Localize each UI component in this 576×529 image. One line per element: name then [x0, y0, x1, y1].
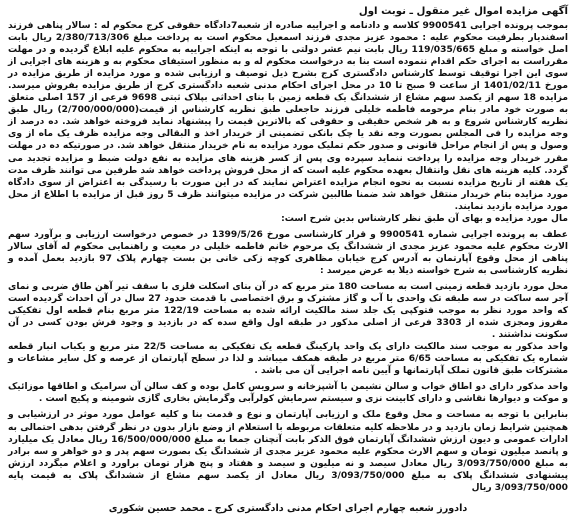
notice-paragraph-case: بموجب پرونده اجرایی 9900541 کلاسه و دادنامه و اجراییه صادره از شعبه7دادگاه حقوقی کرج محکوم له : سالار پناهی فرزند اسفندیار بطرفیت محکوم علیه : محمود عزیز مجدی فرزند اسمعیل محکوم است به پرداخت مبلغ 2/380/713/306 ریال بابت اصل خواسته و مبلغ 119/035/665 ریال بابت نیم عشر دولتی با توجه به اینکه اجراییه به محکوم علیه ابلاغ گردیده و در مهلت مقرراست به اجرای حکم اقدام ننموده است بنا به درخواست محکوم له و به منظور استیفای محکوم به و هزینه های اجرایی از سوی این اجرا توقیف توسط کارشناس دادگستری کرج بشرح ذیل توصیف و ارزیابی شده و مورد مزایده از طریق مزایده در مورخ 1401/02/11 از ساعت 9 صبح تا 10 در محل اجرای احکام مدنی شعبه دادگستری کرج از طریق مزایده بفروش میرسد. مزایده 18 سهم از یکصد سهم مشاع از ششدانگ یک قطعه زمین با بنای احداثی بپلاک ثبتی 9698 فرعی از 157 اصلی متعلق به صورت خود مادر بنام مرحومه فاطمه خلیلی فرزند حاجعلی طبق نظریه کارشناس از قیمت(2/700/000/000) ریال طبق نظریه کارشناس شروع و به هر شخص حقیقی و حقوقی که بالاترین قیمت را پیشنهاد نماید فروخته خواهد شد. ده درصد از وجه مزایده را فی المجلس بصورت وجه نقد یا چک بانکی تضمینی از خریدار اخذ و البقالی وجه مزایده ظرف یک ماه از وی وصول و پس از انجام مراحل قانونی و صدور حکم تملیک مورد مزایده به نام خریدار منتقل خواهد شد. در صورتیکه ده در مهلت مقرر خریدار وجه مزایده را پرداخت ننماید سپرده وی پس از کسر هزینه های مزایده به نفع دولت ضبط و مزایده تجدید می گردد. کلیه هزینه های نقل وانتقال بعهده محکوم علیه است که از محل فروش پرداخت خواهد شد طرفین می توانند ظرف مدت یک هفته از تاریخ مزایده نسبت به نحوه انجام مزایده اعتراض نمایند که در این صورت با رسیدگی به اعتراض از سوی دادگاه مورد مزایده بنام خریدار منتقل خواهد شد ضمنا طالبین شرکت در مزایده میتوانند ظرف 5 روز قبل از مزایده با اطلاع از محل مورد مزایده بازدید نمایند. — [8, 21, 568, 212]
auction-notice — [8, 5, 568, 517]
notice-paragraph-property-description: محل مورد بازدید قطعه زمینی است به مساحت 180 متر مربع که در آن بنای اسکلت فلزی با سقف تیر آهن طاق ضربی و نمای آجر سه ساکت در سه طبقه تک واحدی با آب و گاز مشترک و برق اختصاصی با قدمت حدود 27 سال در آن احداث گردیده است که واحد مورد نظر به موجب فتوکپی یک جلد سند مالکیت ارائه شده به مساحت 122/19 متر مربع بنام قطعه اول تفکیکی مفروز ومجزی شده از 3303 فرعی از اصلی مذکور در طبقه اول واقع سده که در بازدید و وجود فرش بودن کسی در آن سکونت نداشتند . — [8, 281, 569, 341]
notice-paragraph-parking-storage: واحد مذکور به موجب سند مالکیت دارای یک واحد پارکینگ قطعه یک تفکیکی به مساحت 22/5 متر مربع و یکباب انبار قطعه شماره یک تفکیکی به مساحت 6/65 متر مربع در طبقه همکف میباشد و لذا در سطح آپارتمان از عرصه و کل سایر مشاعات و مشترکات طبق قانون تملک آپارتمانها و آیین نامه اجرایی آن می باشد . — [8, 342, 569, 377]
notice-paragraph-expert-report: عطف به پرونده اجرایی شماره 9900541 و قرار کارشناسی مورخ 1399/5/26 در خصوص درخواست ارزیابی و برآورد سهم الارث محکوم علیه محمود عزیز مجدی از ششدانگ یک مرحوم خانم فاطمه خلیلی در معیت و راهنمایی محکوم له آقای سالار پناهی از محل وقوع آپارتمان به آدرس کرج خیابان مظاهری کوچه زکی خانی بن بست چهارم پلاک 97 بازدید بعمل آمده و نظریه کارشناسی به شرح خواسته ذیلا به عرض میرسد : — [8, 229, 568, 276]
notice-paragraph-appraisal-intro: مال مورد مزایده و بهای آن طبق نظر کارشناس بدین شرح است: — [281, 213, 568, 224]
notice-paragraph-valuation: بنابراین با توجه به مساحت و محل وقوع ملک و ارزیابی آپارتمان و نوع و قدمت بنا و کلیه عوامل مورد موثر در ارزشیابی و همچنین شرایط زمان بازدید و در ملاحظه کلیه متعلقات مربوطه با استعلام از وضع بازار بدون در نظر گرفتن بدهی احتمالی به ادارات عمومی و دیون ارزش ششدانگ آپارتمان فوق الذکر بابت آنچنان جمعا به مبلغ 16/500/000/000 ریال معادل یک میلیارد و پانصد میلیون تومان و سهم الارث محکوم علیه محمود عزیز مجدی از ششدانگ یک بصورت سهم پدر و دو خواهر و سه برادر به مبلغ 3/093/750/000 ریال معادل سیصد و نه میلیون و سیصد و هفتاد و پنج هزار تومان براورد و اعلام میگردد ارزش پیشنهادی ششدانگ پلاک به مبلغ 3/093/750/000 ریال معادل از یکصد سهم مشاع از ششدانگ پلاک به قیمت پایه 3/093/750/000 ریال — [8, 410, 569, 493]
notice-paragraph-unit-features: واحد مذکور دارای دو اطاق خواب و سالن نشیمن با آشپزخانه و سرویس کامل بوده و کف سالن آن سرامیک و اطاقها موزائیک و موکت و دیوارها نقاشی و دارای کابینت نزی و سیستم سرمایش کولرآبی وگرمایش بخاری گازی شومینه و پکیج است . — [8, 382, 568, 405]
notice-signature: دادورز شعبه چهارم اجرای احکام مدنی دادگستری کرج ـ محمد حسین شکوری — [108, 503, 468, 514]
notice-title: آگهی مزایده اموال غیر منقول ـ نوبت اول — [358, 6, 568, 17]
